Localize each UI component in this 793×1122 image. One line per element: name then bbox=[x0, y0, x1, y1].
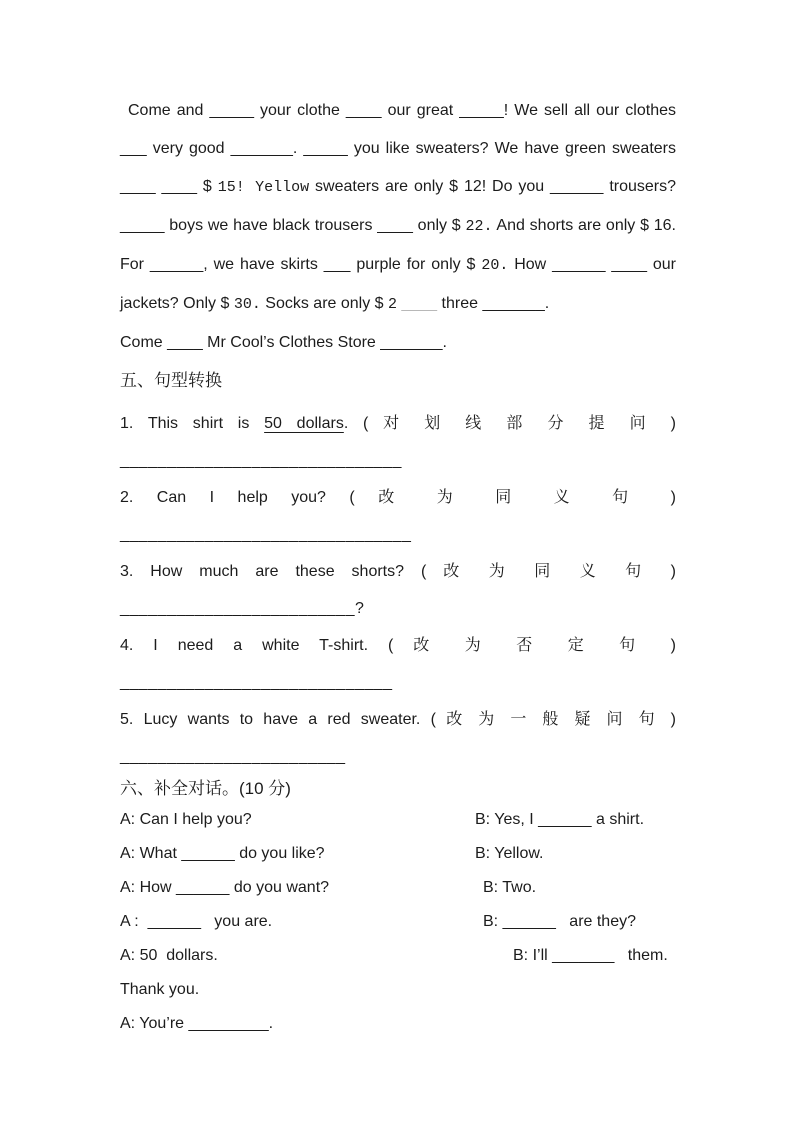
answer-blank-2: _______________________________ bbox=[120, 526, 412, 543]
transform-item-5: 5. Lucy wants to have a red sweater. ( 改 为 一 般 疑 问 句 ) bbox=[120, 711, 676, 728]
cloze-line-1: Come and _____ your clothe ____ our great _____! We sell all our clothes bbox=[128, 102, 676, 119]
cloze-passage bbox=[120, 92, 676, 362]
dialogue-row bbox=[120, 1007, 676, 1041]
section6-heading: 六、补全对话。(10 分) bbox=[120, 779, 291, 798]
dialogue-b-line: B: ______ are they? bbox=[483, 913, 636, 930]
dialogue-a-line: Thank you. bbox=[120, 981, 200, 998]
cloze-line-2: ___ very good _______. _____ you like sweaters? We have green sweaters bbox=[120, 140, 676, 157]
sentence-transform-section bbox=[120, 405, 676, 775]
transform-item-3: 3. How much are these shorts? ( 改 为 同 义 句 ) bbox=[120, 563, 676, 580]
dialogue-row bbox=[120, 939, 676, 973]
transform-item-1: 1. This shirt is 50 dollars. ( 对 划 线 部 分 提 问 ) bbox=[120, 415, 677, 432]
cloze-line-3: ____ ____ $ 15! Yellow sweaters are only $ 12! Do you ______ trousers? bbox=[120, 178, 677, 196]
dialogue-b-line: B: Two. bbox=[483, 879, 537, 896]
dialogue-row bbox=[120, 837, 676, 871]
dialogue-a-line: A: How ______ do you want? bbox=[120, 879, 330, 896]
dialogue-b-line: B: Yellow. bbox=[475, 845, 544, 862]
answer-blank-1: ______________________________ bbox=[120, 452, 402, 469]
worksheet-content bbox=[120, 92, 676, 1041]
dialogue-a-line: A: Can I help you? bbox=[120, 811, 252, 828]
dialogue-b-line: B: Yes, I ______ a shirt. bbox=[475, 811, 645, 828]
dialogue-row bbox=[120, 803, 676, 837]
section5-heading: 五、句型转换 bbox=[120, 371, 222, 390]
dialogue-a-line: A : ______ you are. bbox=[120, 913, 273, 930]
dialogue-row bbox=[120, 973, 676, 1007]
dialogue-row bbox=[120, 871, 676, 905]
dialogue-row bbox=[120, 905, 676, 939]
answer-blank-5: ________________________ bbox=[120, 748, 346, 765]
cloze-line-7: Come ____ Mr Cool’s Clothes Store _______. bbox=[120, 334, 447, 351]
dialogue-a-line: A: What ______ do you like? bbox=[120, 845, 325, 862]
cloze-line-5: For ______, we have skirts ___ purple for only $ 20. How ______ ____ our bbox=[120, 256, 677, 274]
transform-item-2: 2. Can I help you? ( 改 为 同 义 句 ) bbox=[120, 489, 676, 506]
answer-blank-4: _____________________________ bbox=[120, 674, 393, 691]
cloze-line-4: _____ boys we have black trousers ____ only $ 22. And shorts are only $ 16. bbox=[120, 217, 676, 235]
answer-blank-3: _________________________? bbox=[120, 600, 365, 617]
dialogue-a-line: A: 50 dollars. bbox=[120, 947, 218, 964]
dialogue-a-line: A: You’re _________. bbox=[120, 1015, 274, 1032]
cloze-line-6: jackets? Only $ 30. Socks are only $ 2 ____ three _______. bbox=[120, 295, 550, 313]
dialogue-section bbox=[120, 803, 676, 1041]
transform-item-4: 4. I need a white T-shirt. ( 改 为 否 定 句 ) bbox=[120, 637, 676, 654]
dialogue-b-line: B: I’ll _______ them. bbox=[513, 947, 668, 964]
